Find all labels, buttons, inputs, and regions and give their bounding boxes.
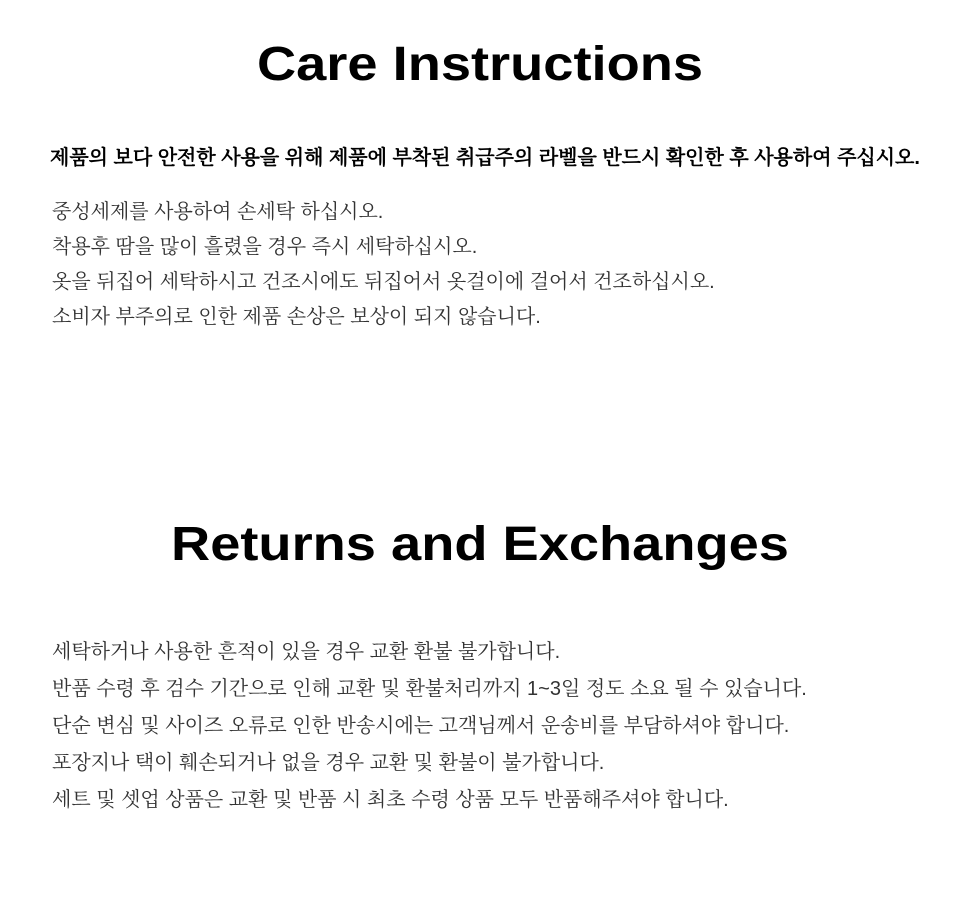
care-instruction-list	[52, 195, 715, 335]
returns-line: 반품 수령 후 검수 기간으로 인해 교환 및 환불처리까지 1~3일 정도 소요 될 수 있습니다.	[52, 678, 807, 700]
care-instructions-title: Care Instructions	[256, 38, 704, 91]
returns-line: 세트 및 셋업 상품은 교환 및 반품 시 최초 수령 상품 모두 반품해주셔야 합니다.	[52, 789, 729, 811]
care-warning-intro: 제품의 보다 안전한 사용을 위해 제품에 부착된 취급주의 라벨을 반드시 확인한 후 사용하여 주십시오.	[50, 147, 920, 169]
care-line: 소비자 부주의로 인한 제품 손상은 보상이 되지 않습니다.	[52, 306, 541, 328]
care-line: 중성세제를 사용하여 손세탁 하십시오.	[52, 201, 384, 223]
returns-line: 세탁하거나 사용한 흔적이 있을 경우 교환 환불 불가합니다.	[52, 641, 561, 663]
care-line: 착용후 땀을 많이 흘렸을 경우 즉시 세탁하십시오.	[52, 236, 478, 258]
returns-line: 단순 변심 및 사이즈 오류로 인한 반송시에는 고객님께서 운송비를 부담하셔야 합니다.	[52, 715, 790, 737]
returns-exchanges-title: Returns and Exchanges	[171, 518, 789, 571]
returns-line: 포장지나 택이 훼손되거나 없을 경우 교환 및 환불이 불가합니다.	[52, 752, 605, 774]
returns-policy-list	[52, 634, 807, 819]
care-line: 옷을 뒤집어 세탁하시고 건조시에도 뒤집어서 옷걸이에 걸어서 건조하십시오.	[52, 271, 715, 293]
